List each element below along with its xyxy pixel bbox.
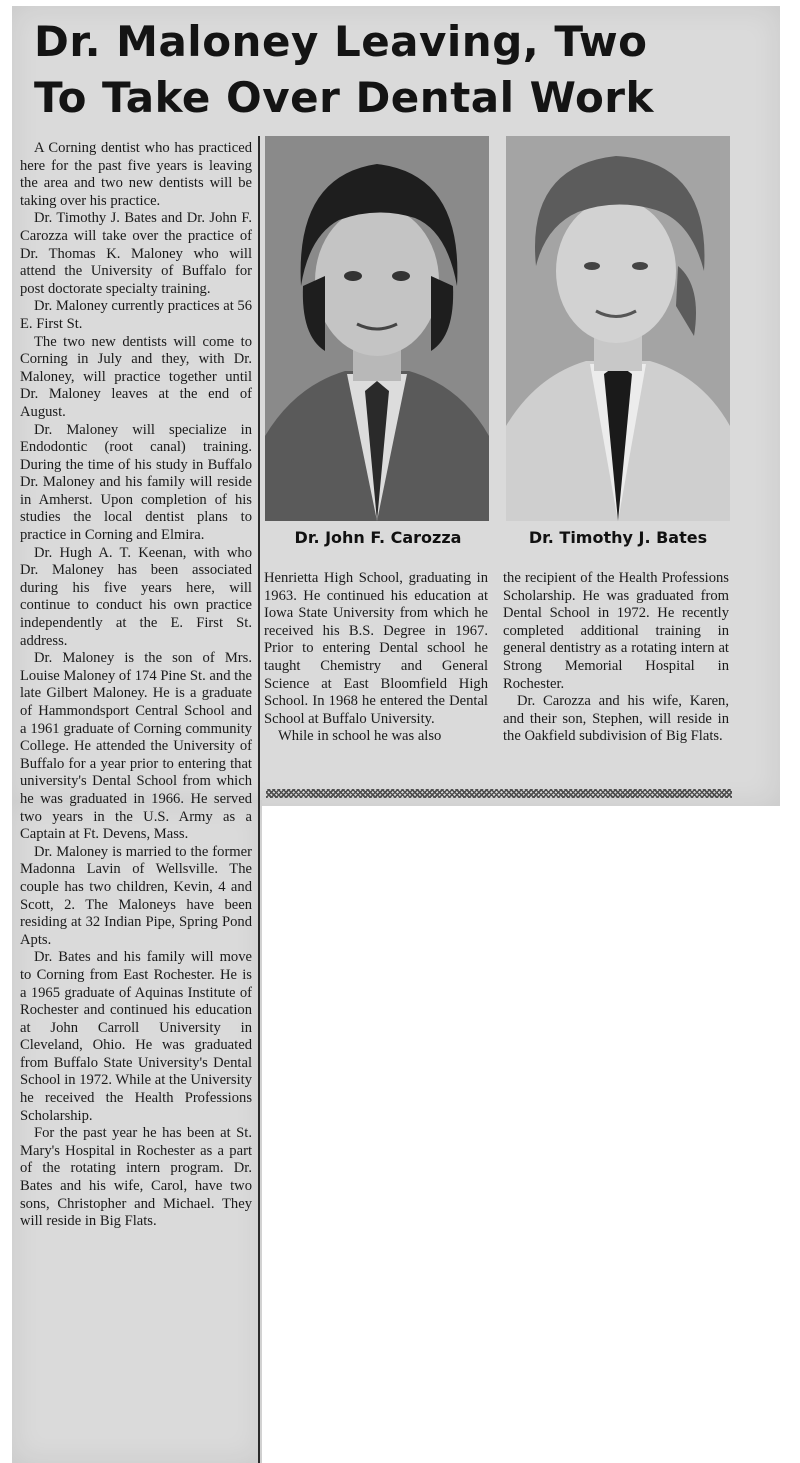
portrait-photo-carozza [265,136,489,521]
headline [34,14,764,126]
paragraph: the recipient of the Health Professions Scholarship. He was graduated from Dental School in 1972. He recently completed additional training in general dentistry as a rotating intern at Strong Memorial Hospital in Rochester. [503,570,729,692]
portrait-bates-illustration [506,136,730,521]
paragraph: Dr. Maloney will specialize in Endodontic (root canal) training. During the time of his study in Buffalo Dr. Maloney and his family will reside in Amherst. Upon completion of his studies the local dentist plans to practice in Corning and Elmira. [20,421,252,544]
decorative-hatch-rule [266,789,732,798]
paragraph: Dr. Maloney is married to the former Madonna Lavin of Wellsville. The couple has two children, Kevin, 4 and Scott, 2. The Maloneys have been residing at 32 Indian Pipe, Spring Pond Apts. [20,843,252,948]
column-rule [258,136,260,1463]
portrait-photo-bates [506,136,730,521]
paragraph: Dr. Timothy J. Bates and Dr. John F. Carozza will take over the practice of Dr. Thomas K. Maloney who will attend the University of Buffalo for post doctorate specialty training. [20,210,252,297]
paragraph: Henrietta High School, graduating in 1963. He continued his education at Iowa State University from which he received his B.S. Degree in 1967. Prior to entering Dental school he taught Chemistry and General Science at East Bloomfield High School. In 1968 he entered the Dental School at Buffalo University. [264,570,488,727]
headline-line-1: Dr. Maloney Leaving, Two [34,17,648,66]
paragraph: Dr. Maloney is the son of Mrs. Louise Maloney of 174 Pine St. and the late Gilbert Maloney. He is a graduate of Hammondsport Central School and a 1961 graduate of Corning community College. He attended the University of Buffalo for a year prior to entering that university's Dental School from which he was graduated in 1966. He served two years in the U.S. Army as a Captain at Ft. Devens, Mass. [20,650,252,843]
portrait-carozza-illustration [265,136,489,521]
paragraph: Dr. Bates and his family will move to Corning from East Rochester. He is a 1965 graduate of Aquinas Institute of Rochester and continued his education at John Carroll University in Cleveland, Ohio. He was graduated from Buffalo State University's Dental School in 1972. While at the University he received the Health Professions Scholarship. [20,949,252,1124]
paragraph: While in school he was also [278,728,442,745]
paragraph: A Corning dentist who has practiced here for the past five years is leaving the area and two new dentists will be taking over his practice. [20,140,252,209]
paragraph: Dr. Carozza and his wife, Karen, and their son, Stephen, will reside in the Oakfield subdivision of Big Flats. [503,693,729,745]
photo-caption-carozza: Dr. John F. Carozza [294,528,462,547]
article-column-2 [264,570,488,746]
paragraph: For the past year he has been at St. Mary's Hospital in Rochester as a part of the rotating intern program. Dr. Bates and his wife, Carol, have two sons, Christopher and Michael. They will reside in Big Flats. [20,1125,252,1230]
paragraph: The two new dentists will come to Corning in July and they, with Dr. Maloney, will practice together until Dr. Maloney leaves at the end of August. [20,333,252,420]
paragraph: Dr. Hugh A. T. Keenan, with who Dr. Maloney has been associated during his five years here, will continue to conduct his own practice independently at the E. First St. address. [20,544,252,649]
paragraph: Dr. Maloney currently practices at 56 E. First St. [20,298,253,332]
headline-line-2: To Take Over Dental Work [34,73,654,122]
article-column-3 [503,570,729,746]
article-column-1 [20,140,252,1231]
photo-caption-bates: Dr. Timothy J. Bates [528,528,708,547]
